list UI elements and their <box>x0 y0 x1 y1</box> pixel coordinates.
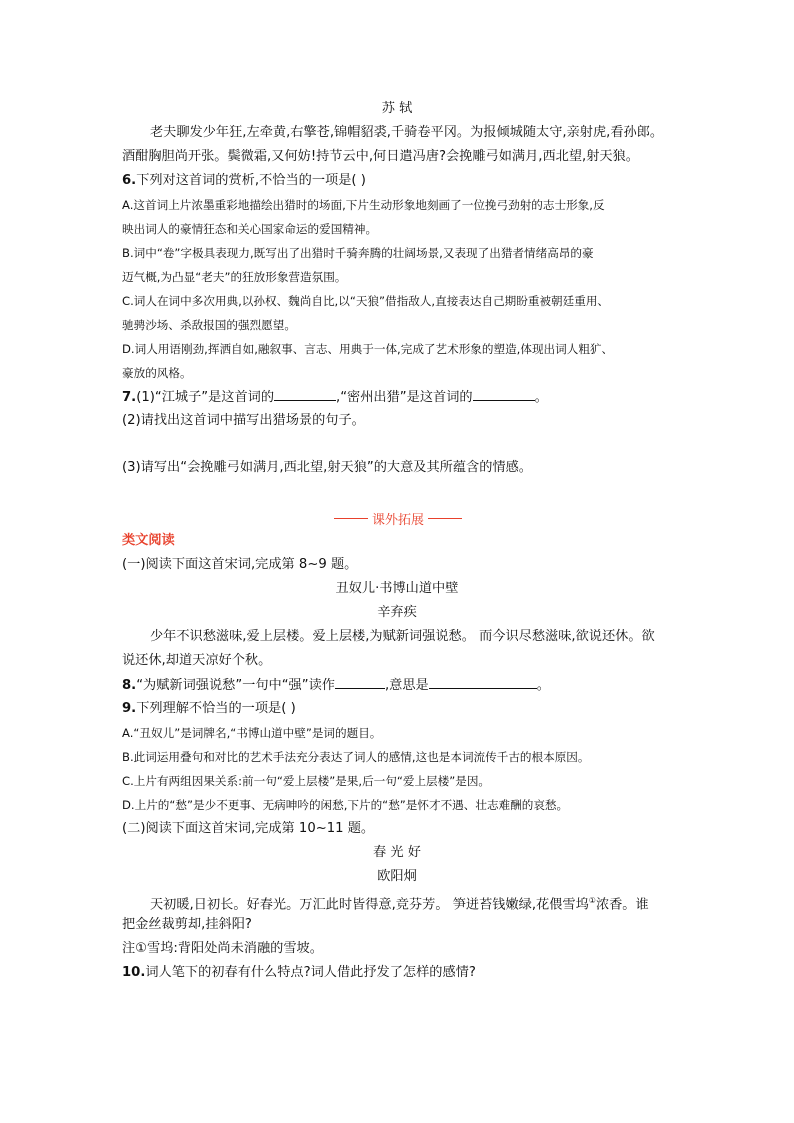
question-6-stem <box>122 172 722 190</box>
question-9-stem <box>122 700 722 718</box>
question-number: 7. <box>122 390 137 405</box>
question-number: 9. <box>122 701 137 716</box>
question-text: “为赋新词强说愁”一句中“强”读作 <box>136 678 335 693</box>
question-number: 10. <box>122 965 146 980</box>
footnote-marker: ① <box>588 896 596 905</box>
question-7-part1 <box>122 388 722 407</box>
poem3-author: 欧阳炯 <box>377 869 417 884</box>
question-8 <box>122 676 722 695</box>
section-header <box>334 509 462 528</box>
option-c: C.词人在词中多次用典,以孙权、魏尚自比,以“天狼”借指敌人,直接表达自己期盼重被朝廷重用、 <box>122 294 610 308</box>
poem1-author: 苏 轼 <box>381 101 413 116</box>
question-text: ,“密州出猎”是这首词的 <box>336 390 473 405</box>
question-text: 词人笔下的初春有什么特点?词人借此抒发了怎样的感情? <box>145 965 476 980</box>
option-b: B.词中“卷”字极具表现力,既写出了出猎时千骑奔腾的壮阔场景,又表现了出猎者情绪高昂的豪 <box>122 246 594 260</box>
question-text: 。 <box>534 390 548 405</box>
question-7-part2: (2)请找出这首词中描写出猎场景的句子。 <box>122 413 365 428</box>
option-a-cont: 映出词人的豪情狂态和关心国家命运的爱国精神。 <box>122 222 378 236</box>
poem3-line: 把金丝裁剪却,挂斜阳? <box>122 917 252 932</box>
part1-intro: (一)阅读下面这首宋词,完成第 8~9 题。 <box>122 557 358 572</box>
question-text: ,意思是 <box>384 678 429 693</box>
poem-text: 天初暖,日初长。好春光。万汇此时皆得意,竞芬芳。 笋迸苔钱嫩绿,花偎雪坞 <box>150 897 589 913</box>
poem3-title: 春 光 好 <box>373 845 421 860</box>
question-number: 8. <box>122 678 137 693</box>
option-a: A.这首词上片浓墨重彩地描绘出猎时的场面,下片生动形象地刻画了一位挽弓劲射的志士形象,反 <box>122 198 605 212</box>
divider-line <box>334 518 368 519</box>
poem2-line: 少年不识愁滋味,爱上层楼。爱上层楼,为赋新词强说愁。 而今识尽愁滋味,欲说还休。欲 <box>150 629 655 644</box>
poem1-line: 老夫聊发少年狂,左牵黄,右擎苍,锦帽貂裘,千骑卷平冈。为报倾城随太守,亲射虎,看孙郎。 <box>150 125 664 140</box>
option-d: D.词人用语刚劲,挥洒自如,融叙事、言志、用典于一体,完成了艺术形象的塑造,体现出词人粗犷、 <box>122 342 614 356</box>
option-c: C.上片有两组因果关系:前一句“爱上层楼”是果,后一句“爱上层楼”是因。 <box>122 774 491 788</box>
poem2-line: 说还休,却道天凉好个秋。 <box>122 653 272 668</box>
option-c-cont: 驰骋沙场、杀敌报国的强烈愿望。 <box>122 318 296 332</box>
answer-blank[interactable] <box>335 676 385 689</box>
option-d-cont: 豪放的风格。 <box>122 366 192 380</box>
section-subtitle: 类文阅读 <box>122 533 175 548</box>
question-7-part3: (3)请写出“会挽雕弓如满月,西北望,射天狼”的大意及其所蕴含的情感。 <box>122 460 532 475</box>
question-text: 下列理解不恰当的一项是( ) <box>136 701 296 716</box>
part2-intro: (二)阅读下面这首宋词,完成第 10~11 题。 <box>122 821 375 836</box>
question-text: 。 <box>536 678 550 693</box>
poem2-author: 辛弃疾 <box>377 605 417 620</box>
answer-blank[interactable] <box>429 676 537 689</box>
option-a: A.“丑奴儿”是词牌名,“书博山道中壁”是词的题目。 <box>122 726 382 740</box>
section-title: 课外拓展 <box>372 513 425 528</box>
option-b-cont: 迈气概,为凸显“老夫”的狂放形象营造氛围。 <box>122 270 347 284</box>
option-d: D.上片的“愁”是少不更事、无病呻吟的闲愁,下片的“愁”是怀才不遇、壮志难酬的哀愁。 <box>122 798 569 812</box>
poem1-line: 酒酣胸胆尚开张。鬓微霜,又何妨!持节云中,何日遣冯唐?会挽雕弓如满月,西北望,射天狼。 <box>122 149 639 164</box>
answer-blank[interactable] <box>473 388 535 401</box>
question-text: (1)“江城子”是这首词的 <box>136 390 275 405</box>
poem3-line <box>150 892 750 914</box>
answer-blank[interactable] <box>274 388 336 401</box>
poem-text: 浓香。谁 <box>595 897 649 913</box>
divider-line <box>428 518 462 519</box>
question-text: 下列对这首词的赏析,不恰当的一项是( ) <box>136 173 366 188</box>
footnote: 注①雪坞:背阳处尚未消融的雪坡。 <box>122 941 323 956</box>
poem2-title: 丑奴儿·书博山道中壁 <box>335 581 459 596</box>
question-number: 6. <box>122 173 137 188</box>
option-b: B.此词运用叠句和对比的艺术手法充分表达了词人的感情,这也是本词流传千古的根本原因。 <box>122 750 590 764</box>
question-10 <box>122 964 722 982</box>
